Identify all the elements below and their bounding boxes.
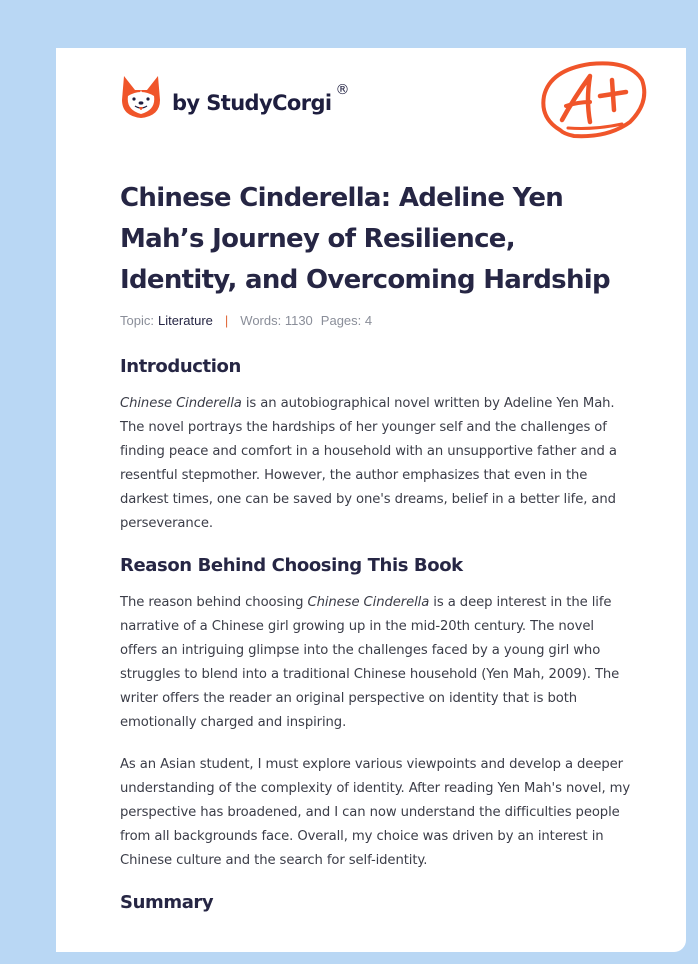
article-meta (120, 310, 632, 330)
paragraph-text: is an autobiographical novel written by Adeline Yen Mah. The novel portrays the hardships of her younger self and the challenges of finding peace and comfort in a household with an unsupportive father and a resentful stepmother. However, the author emphasizes that even in the darkest times, one can be saved by one's dreams, belief in a better life, and perseverance. (120, 396, 617, 531)
reason-paragraph-2: As an Asian student, I must explore various viewpoints and develop a deeper understanding of the complexity of identity. After reading Yen Mah's novel, my perspective has broadened, and I can now understand the difficulties people from all backgrounds face. Overall, my choice was driven by an interest in Chinese culture and the search for self-identity. (120, 757, 631, 868)
studycorgi-logo[interactable] (120, 74, 350, 120)
section-heading-reason: Reason Behind Choosing This Book (120, 555, 463, 576)
a-plus-grade-icon (538, 58, 650, 142)
brand-name: by StudyCorgi (172, 91, 332, 115)
meta-separator: | (224, 312, 229, 328)
word-count: Words: 1130 (240, 312, 313, 328)
reason-paragraph-1 (120, 591, 632, 735)
introduction-paragraph (120, 392, 632, 536)
paragraph-text: The reason behind choosing (120, 595, 308, 610)
registered-mark: ® (335, 82, 350, 98)
section-heading-summary: Summary (120, 892, 214, 913)
article-content (120, 178, 632, 915)
corgi-icon (120, 74, 162, 120)
book-title-italic: Chinese Cinderella (307, 595, 430, 610)
section-heading-introduction: Introduction (120, 356, 241, 377)
topic-link[interactable]: Literature (157, 312, 213, 328)
page-count: Pages: 4 (320, 312, 373, 328)
paragraph-text: is a deep interest in the life narrative of a Chinese girl growing up in the mid-20th century. The novel offers an intriguing glimpse into the challenges faced by a young girl who struggles to blend into a traditional Chinese household (Yen Mah, 2009). The writer offers the reader an original perspective on identity that is both emotionally charged and inspiring. (120, 595, 620, 730)
book-title-italic: Chinese Cinderella (120, 396, 242, 411)
article-title: Chinese Cinderella: Adeline Yen Mah’s Journey of Resilience, Identity, and Overcoming Hardship (120, 183, 610, 295)
topic-label: Topic: (120, 312, 154, 328)
essay-card (56, 48, 686, 952)
page-header (56, 48, 686, 158)
